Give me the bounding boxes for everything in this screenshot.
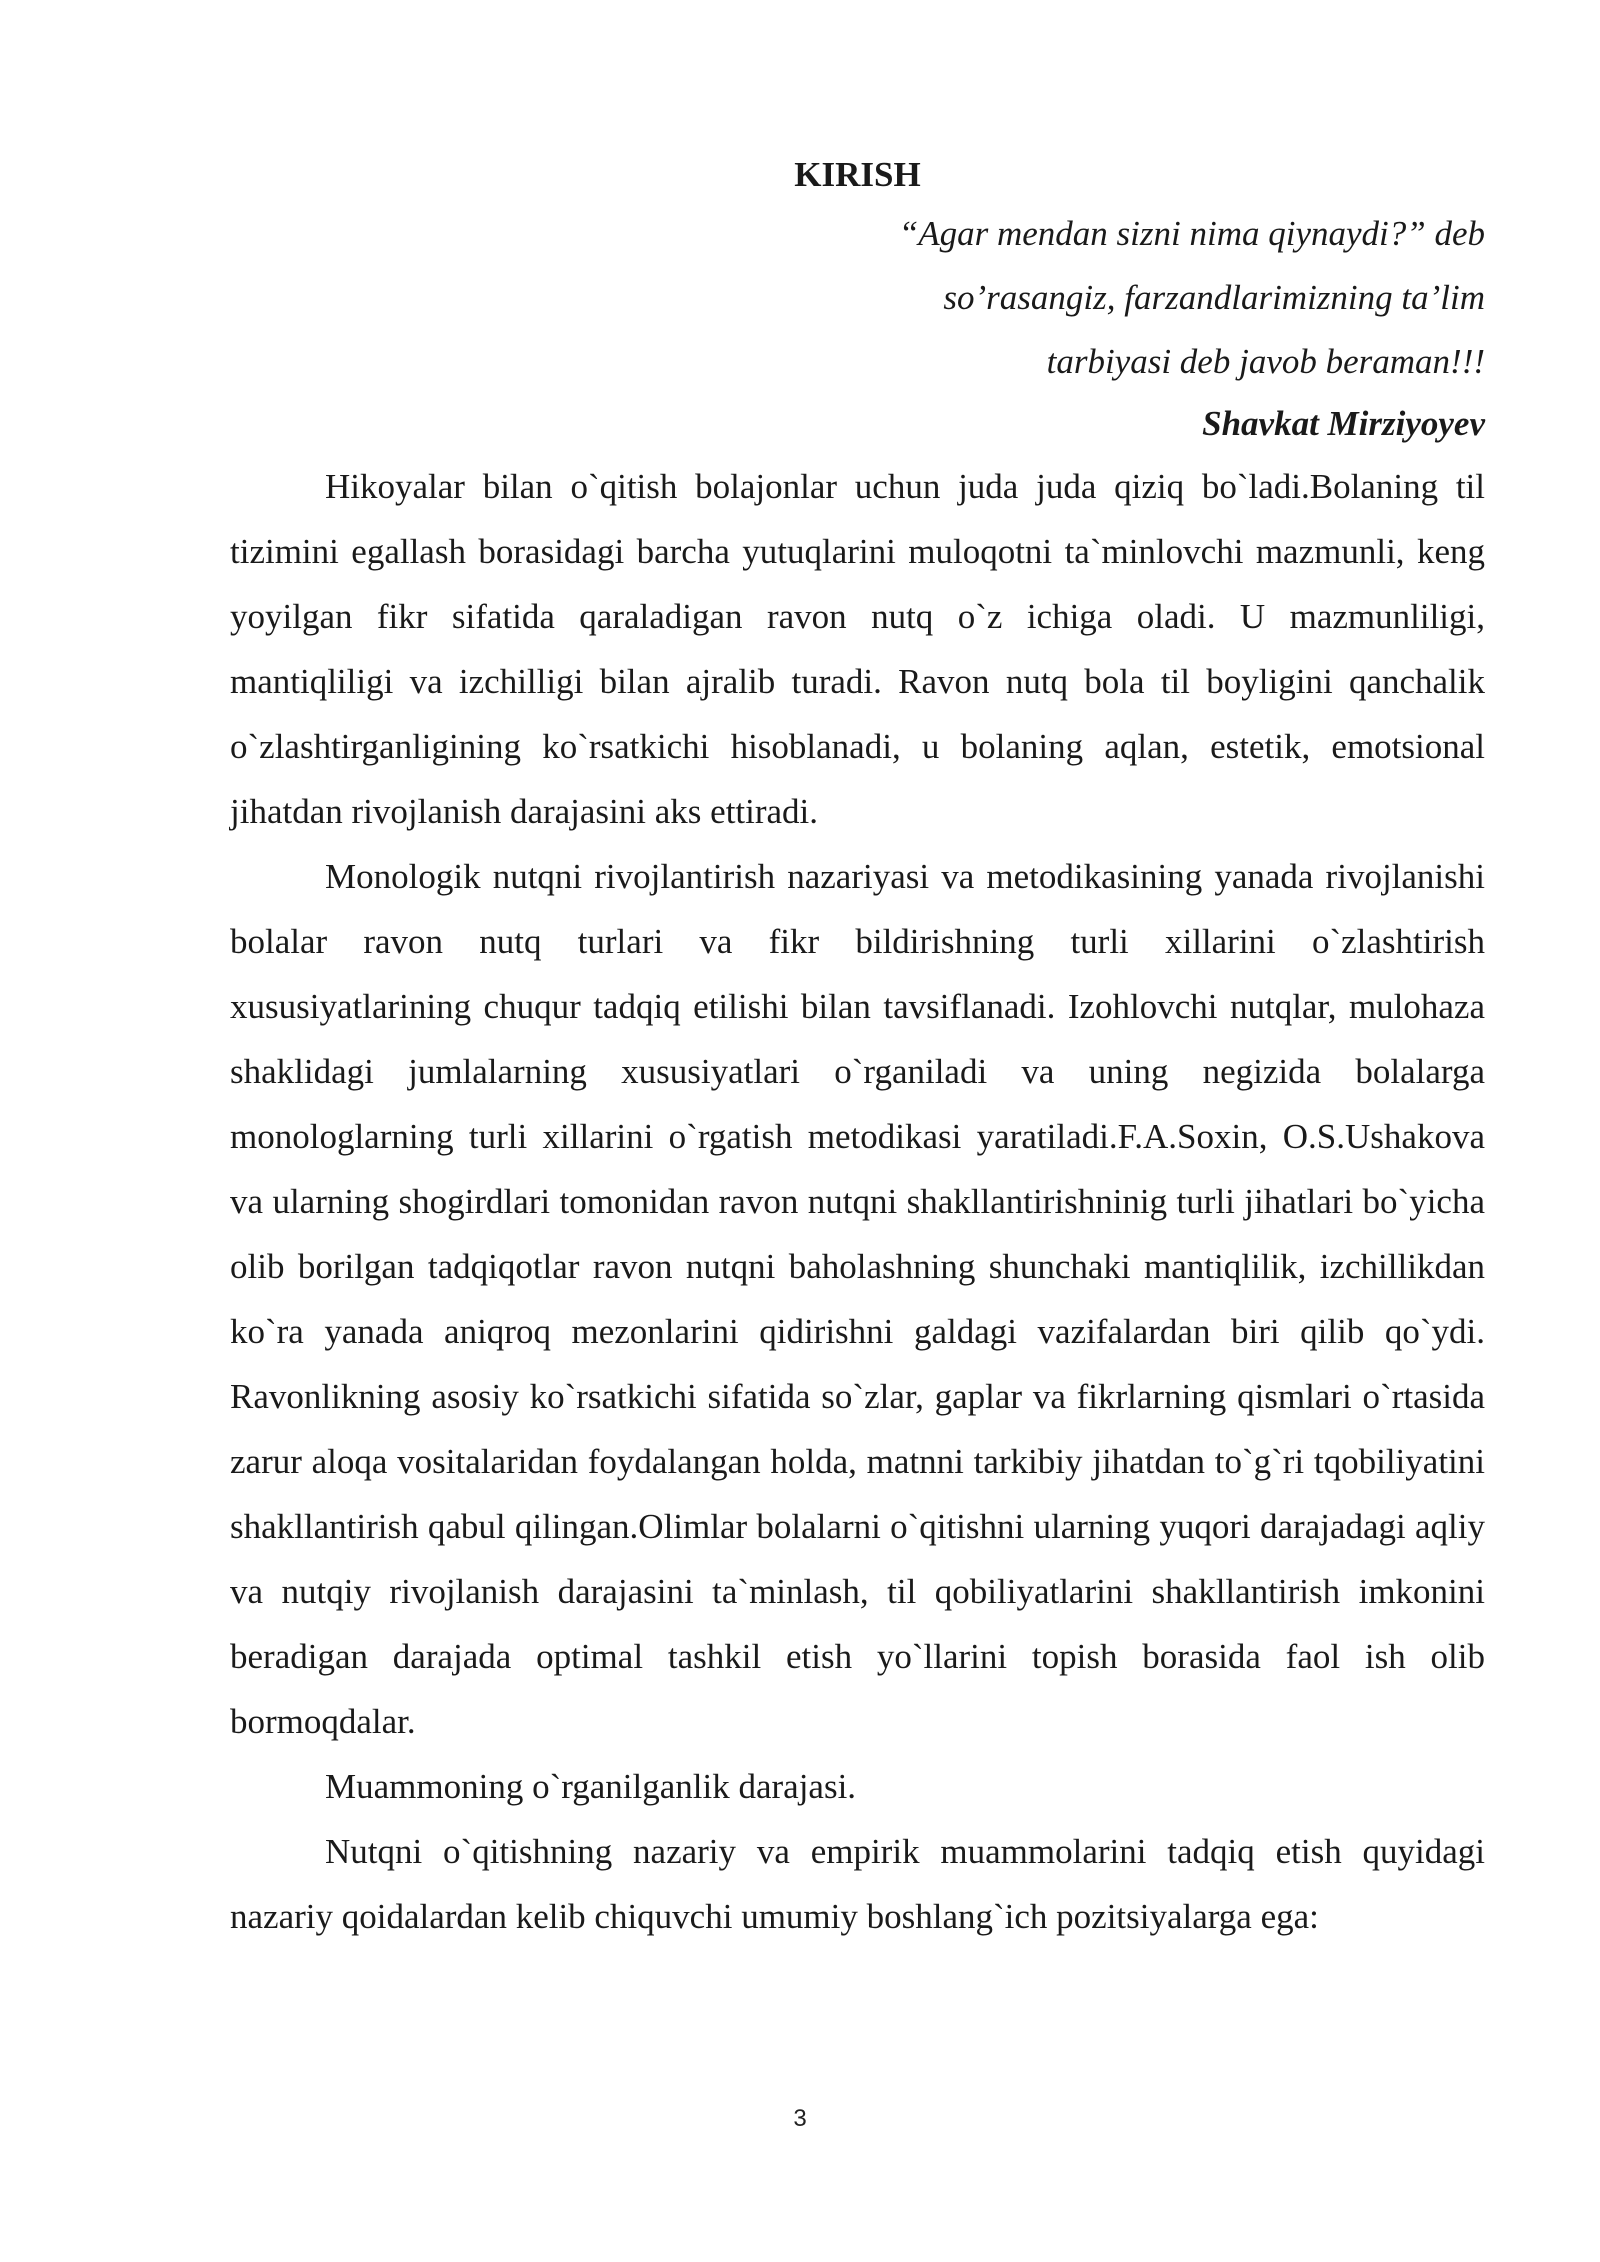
body-text: [230, 454, 1485, 1949]
epigraph-author: Shavkat Mirziyoyev: [1202, 404, 1485, 443]
epigraph-line: so’rasangiz, farzandlarimizning ta’lim: [943, 278, 1485, 317]
epigraph-line: “Agar mendan sizni nima qiynaydi?” deb: [898, 214, 1485, 253]
epigraph-line: tarbiyasi deb javob beraman!!!: [1046, 342, 1485, 381]
paragraph: Nutqni o`qitishning nazariy va empirik muammolarini tadqiq etish quyidagi nazariy qoidalardan kelib chiquvchi umumiy boshlang`ich pozitsiyalarga ega:: [230, 1832, 1485, 1936]
page-number: 3: [793, 2105, 807, 2132]
paragraph: Monologik nutqni rivojlantirish nazariyasi va metodikasining yanada rivojlanishi bolalar ravon nutq turlari va fikr bildirishning turli xillarini o`zlashtirish xususiyatlarining chuqur tadqiq etilishi bilan tavsiflanadi. Izohlovchi nutqlar, mulohaza shaklidagi jumlalarning xususiyatlari o`rganiladi va uning negizida bolalarga monologlarning turli xillarini o`rgatish metodikasi yaratiladi.F.A.Soxin, O.S.Ushakova va ularning shogirdlari tomonidan ravon nutqni shakllantirishninig turli jihatlari bo`yicha olib borilgan tadqiqotlar ravon nutqni baholashning shunchaki mantiqlilik, izchillikdan ko`ra yanada aniqroq mezonlarini qidirishni galdagi vazifalardan biri qilib qo`ydi. Ravonlikning asosiy ko`rsatkichi sifatida so`zlar, gaplar va fikrlarning qismlari o`rtasida zarur aloqa vositalaridan foydalangan holda, matnni tarkibiy jihatdan to`g`ri tqobiliyatini shakllantirish qabul qilingan.Olimlar bolalarni o`qitishni ularning yuqori darajadagi aqliy va nutqiy rivojlanish darajasini ta`minlash, til qobiliyatlarini shakllantirish imkonini beradigan darajada optimal tashkil etish yo`llarini topish borasida faol ish olib bormoqdalar.: [230, 857, 1485, 1741]
document-page: [230, 150, 1485, 1949]
paragraph: Hikoyalar bilan o`qitish bolajonlar uchun juda juda qiziq bo`ladi.Bolaning til tizimini egallash borasidagi barcha yutuqlarini muloqotni ta`minlovchi mazmunli, keng yoyilgan fikr sifatida qaraladigan ravon nutq o`z ichiga oladi. U mazmunliligi, mantiqliligi va izchilligi bilan ajralib turadi. Ravon nutq bola til boyligini qanchalik o`zlashtirganligining ko`rsatkichi hisoblanadi, u bolaning aqlan, estetik, emotsional jihatdan rivojlanish darajasini aks ettiradi.: [230, 467, 1485, 831]
epigraph: [230, 202, 1485, 454]
paragraph: Muammoning o`rganilganlik darajasi.: [325, 1767, 857, 1806]
page-title: KIRISH: [794, 155, 921, 194]
